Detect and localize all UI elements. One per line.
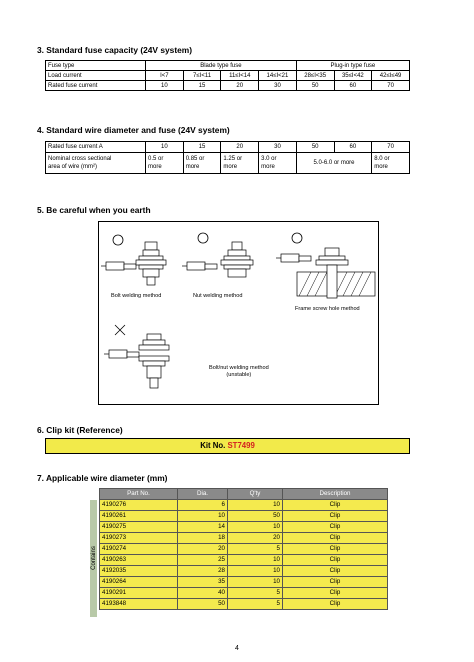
table-row <box>100 588 388 599</box>
area-line: 1.25 or <box>223 156 243 162</box>
table-row <box>100 577 388 588</box>
table-row <box>100 522 388 533</box>
col-header-part-no: Part No. <box>100 489 178 500</box>
part-no: 4190274 <box>100 544 178 555</box>
area-line: more <box>223 164 238 170</box>
rated-cell: 60 <box>334 81 372 91</box>
kit-label: Kit No. <box>200 441 226 450</box>
rated-cell: 30 <box>259 81 297 91</box>
nut-welding-caption: Nut welding method <box>193 293 243 299</box>
dia: 14 <box>178 522 228 533</box>
description: Clip <box>283 533 388 544</box>
dia: 35 <box>178 577 228 588</box>
part-no: 4192035 <box>100 566 178 577</box>
load-cell: 35≤I<42 <box>334 71 372 81</box>
table-row <box>100 544 388 555</box>
description: Clip <box>283 544 388 555</box>
description: Clip <box>283 511 388 522</box>
table-row <box>100 533 388 544</box>
qty: 10 <box>228 577 283 588</box>
dia: 6 <box>178 500 228 511</box>
part-no: 4190276 <box>100 500 178 511</box>
qty: 10 <box>228 500 283 511</box>
qty: 10 <box>228 555 283 566</box>
area-cell <box>221 153 259 174</box>
rated-cell: 20 <box>221 142 259 153</box>
table-row <box>100 500 388 511</box>
kit-number-cell <box>46 439 410 454</box>
dia: 28 <box>178 566 228 577</box>
qty: 5 <box>228 599 283 610</box>
ok-mark-icon <box>198 233 208 243</box>
part-no: 4190273 <box>100 533 178 544</box>
earthing-diagram <box>98 221 379 405</box>
part-no: 4190275 <box>100 522 178 533</box>
table-row <box>100 555 388 566</box>
load-cell: 7≤I<11 <box>183 71 221 81</box>
kit-number: ST7499 <box>227 441 255 450</box>
cross-section-label-line2: area of wire (mm²) <box>48 164 98 170</box>
frame-screw-caption: Frame screw hole method <box>295 306 360 312</box>
area-cell-merged: 5.0-6.0 or more <box>296 153 371 174</box>
load-cell: 11≤I<14 <box>221 71 259 81</box>
description: Clip <box>283 599 388 610</box>
bolt-welding-drawing <box>101 242 166 285</box>
qty: 5 <box>228 588 283 599</box>
rated-cell: 50 <box>296 81 334 91</box>
description: Clip <box>283 555 388 566</box>
qty: 20 <box>228 533 283 544</box>
rated-cell: 10 <box>146 142 184 153</box>
rated-current-label: Rated fuse current <box>46 81 146 91</box>
description: Clip <box>283 522 388 533</box>
ok-mark-icon <box>113 235 123 245</box>
blade-fuse-header: Blade type fuse <box>146 61 297 71</box>
section4-title: 4. Standard wire diameter and fuse (24V system) <box>37 125 230 135</box>
section6-title: 6. Clip kit (Reference) <box>37 425 123 435</box>
description: Clip <box>283 588 388 599</box>
load-current-label: Load current <box>46 71 146 81</box>
wire-diameter-table <box>45 141 410 174</box>
description: Clip <box>283 577 388 588</box>
plugin-fuse-header: Plug-in type fuse <box>296 61 409 71</box>
contains-label: Contains <box>91 546 97 570</box>
unstable-caption <box>209 365 269 379</box>
table-row <box>100 511 388 522</box>
area-cell <box>372 153 410 174</box>
part-no: 4193848 <box>100 599 178 610</box>
rated-cell: 15 <box>183 142 221 153</box>
load-cell: 28≤I<35 <box>296 71 334 81</box>
unstable-drawing <box>104 334 169 388</box>
rated-cell: 30 <box>259 142 297 153</box>
dia: 25 <box>178 555 228 566</box>
part-no: 4190264 <box>100 577 178 588</box>
qty: 50 <box>228 511 283 522</box>
rated-cell: 60 <box>334 142 372 153</box>
fuse-capacity-table <box>45 60 410 91</box>
rated-cell: 10 <box>146 81 184 91</box>
contains-side-label <box>45 500 97 617</box>
area-line: more <box>261 164 275 170</box>
area-cell <box>146 153 184 174</box>
dia: 10 <box>178 511 228 522</box>
section5-title: 5. Be careful when you earth <box>37 205 151 215</box>
fuse-type-label: Fuse type <box>46 61 146 71</box>
unstable-caption-line1: Bolt/nut welding method <box>209 365 269 371</box>
col-header-dia: Dia. <box>178 489 228 500</box>
clip-parts-table <box>99 488 388 610</box>
area-line: 0.85 or <box>185 156 205 162</box>
bolt-welding-caption: Bolt welding method <box>111 293 162 299</box>
load-cell: 14≤I<21 <box>259 71 297 81</box>
rated-cell: 15 <box>183 81 221 91</box>
load-cell: 42≤I≤49 <box>372 71 410 81</box>
area-cell <box>259 153 297 174</box>
dia: 40 <box>178 588 228 599</box>
area-line: more <box>185 164 200 170</box>
page-number: 4 <box>235 645 239 652</box>
dia: 18 <box>178 533 228 544</box>
qty: 10 <box>228 566 283 577</box>
unstable-caption-line2: (unstable) <box>226 372 252 378</box>
area-cell <box>183 153 221 174</box>
ok-mark-icon <box>292 233 302 243</box>
part-no: 4190263 <box>100 555 178 566</box>
qty: 5 <box>228 544 283 555</box>
kit-table <box>45 438 410 454</box>
col-header-description: Description <box>283 489 388 500</box>
area-line: 3.0 or <box>261 156 277 162</box>
cross-section-label-line1: Nominal cross sectional <box>48 156 112 162</box>
rated-cell: 70 <box>372 81 410 91</box>
area-line: more <box>148 164 162 170</box>
section3-title: 3. Standard fuse capacity (24V system) <box>37 45 193 55</box>
rated-cell: 70 <box>372 142 410 153</box>
frame-screw-drawing <box>276 248 375 298</box>
rated-cell: 20 <box>221 81 259 91</box>
table-row <box>100 566 388 577</box>
area-line: 0.5 or <box>148 156 164 162</box>
dia: 50 <box>178 599 228 610</box>
rated-fuse-label: Rated fuse current A <box>46 142 146 153</box>
nut-welding-drawing <box>182 242 253 277</box>
cross-section-label <box>46 153 146 174</box>
ng-mark-icon <box>115 325 125 335</box>
dia: 20 <box>178 544 228 555</box>
description: Clip <box>283 500 388 511</box>
part-no: 4190261 <box>100 511 178 522</box>
area-line: 8.0 or <box>374 156 390 162</box>
description: Clip <box>283 566 388 577</box>
load-cell: I<7 <box>146 71 184 81</box>
section7-title: 7. Applicable wire diameter (mm) <box>37 473 168 483</box>
table-row <box>100 599 388 610</box>
col-header-qty: Q'ty <box>228 489 283 500</box>
qty: 10 <box>228 522 283 533</box>
part-no: 4190291 <box>100 588 178 599</box>
rated-cell: 50 <box>296 142 334 153</box>
area-line: more <box>374 164 388 170</box>
